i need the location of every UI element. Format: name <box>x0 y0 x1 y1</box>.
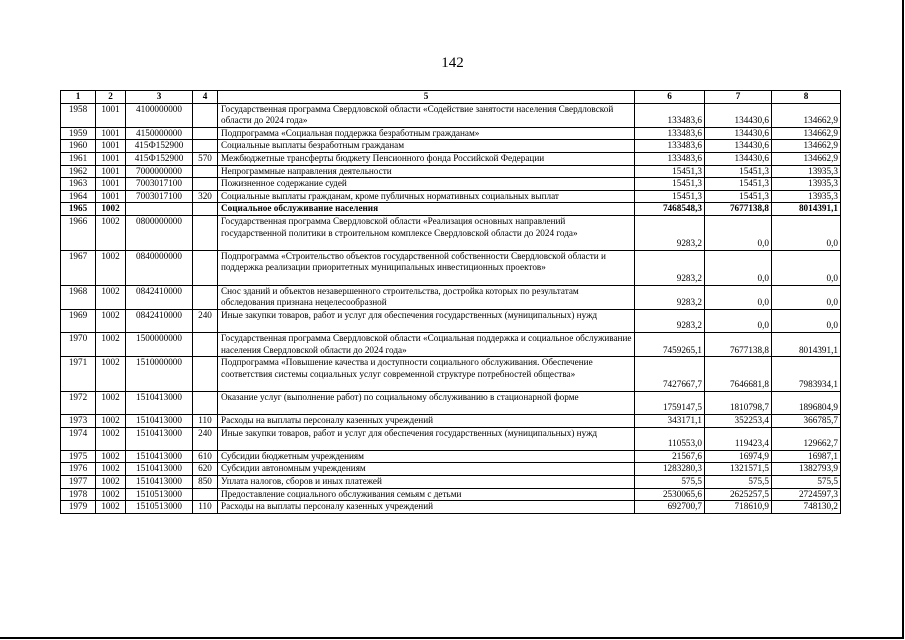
amount-year3-cell: 1896804,9 <box>772 391 841 414</box>
expense-type-cell <box>193 285 218 309</box>
amount-year2-cell: 1810798,7 <box>705 391 772 414</box>
expense-type-cell: 620 <box>193 463 218 476</box>
target-code-cell: 1510513000 <box>126 501 193 514</box>
amount-year1-cell: 575,5 <box>635 476 705 489</box>
amount-year2-cell: 0,0 <box>705 215 772 250</box>
amount-year2-cell: 16974,9 <box>705 450 772 463</box>
header-cell: 2 <box>96 91 126 104</box>
description-cell: Пожизненное содержание судей <box>218 178 635 191</box>
amount-year3-cell: 2724597,3 <box>772 488 841 501</box>
amount-year1-cell: 15451,3 <box>635 178 705 191</box>
amount-year3-cell: 8014391,1 <box>772 203 841 216</box>
amount-year3-cell: 16987,1 <box>772 450 841 463</box>
row-number-cell: 1965 <box>61 203 96 216</box>
row-number-cell: 1974 <box>61 427 96 450</box>
amount-year1-cell: 7459265,1 <box>635 332 705 356</box>
amount-year2-cell: 0,0 <box>705 285 772 309</box>
section-code-cell: 1001 <box>96 127 126 140</box>
row-number-cell: 1964 <box>61 190 96 203</box>
amount-year3-cell: 0,0 <box>772 250 841 285</box>
table-row <box>61 391 841 414</box>
target-code-cell: 1510513000 <box>126 488 193 501</box>
section-code-cell: 1002 <box>96 203 126 216</box>
section-code-cell: 1001 <box>96 140 126 153</box>
target-code-cell: 0840000000 <box>126 250 193 285</box>
target-code-cell: 1500000000 <box>126 332 193 356</box>
row-number-cell: 1978 <box>61 488 96 501</box>
amount-year3-cell: 7983934,1 <box>772 357 841 392</box>
amount-year2-cell: 134430,6 <box>705 127 772 140</box>
row-number-cell: 1976 <box>61 463 96 476</box>
amount-year1-cell: 1759147,5 <box>635 391 705 414</box>
row-number-cell: 1966 <box>61 215 96 250</box>
amount-year1-cell: 7468548,3 <box>635 203 705 216</box>
amount-year2-cell: 15451,3 <box>705 190 772 203</box>
amount-year2-cell: 119423,4 <box>705 427 772 450</box>
amount-year1-cell: 15451,3 <box>635 165 705 178</box>
expense-type-cell <box>193 203 218 216</box>
row-number-cell: 1972 <box>61 391 96 414</box>
amount-year2-cell: 7646681,8 <box>705 357 772 392</box>
amount-year2-cell: 134430,6 <box>705 103 772 127</box>
budget-table <box>60 90 841 514</box>
amount-year2-cell: 134430,6 <box>705 152 772 165</box>
expense-type-cell <box>193 140 218 153</box>
table-row <box>61 215 841 250</box>
table-row <box>61 357 841 392</box>
description-cell: Подпрограмма «Повышение качества и доступности социального обслуживания. Обеспечение соответствия системы социальных услуг современной структуре потребностей общества» <box>218 357 635 392</box>
table-row <box>61 309 841 332</box>
table-row <box>61 450 841 463</box>
table-row <box>61 165 841 178</box>
amount-year3-cell: 575,5 <box>772 476 841 489</box>
expense-type-cell: 610 <box>193 450 218 463</box>
section-code-cell: 1002 <box>96 415 126 428</box>
row-number-cell: 1970 <box>61 332 96 356</box>
amount-year2-cell: 2625257,5 <box>705 488 772 501</box>
amount-year1-cell: 133483,6 <box>635 127 705 140</box>
expense-type-cell <box>193 178 218 191</box>
section-code-cell: 1002 <box>96 450 126 463</box>
expense-type-cell: 850 <box>193 476 218 489</box>
description-cell: Снос зданий и объектов незавершенного строительства, достройка которых по результатам обследования признана нецелесообразной <box>218 285 635 309</box>
amount-year1-cell: 21567,6 <box>635 450 705 463</box>
table-row <box>61 415 841 428</box>
amount-year1-cell: 110553,0 <box>635 427 705 450</box>
row-number-cell: 1962 <box>61 165 96 178</box>
amount-year1-cell: 133483,6 <box>635 140 705 153</box>
amount-year3-cell: 0,0 <box>772 285 841 309</box>
description-cell: Государственная программа Свердловской области «Реализация основных направлений государственной политики в строительном комплексе Свердловской области до 2024 года» <box>218 215 635 250</box>
table-row <box>61 190 841 203</box>
description-cell: Субсидии бюджетным учреждениям <box>218 450 635 463</box>
amount-year3-cell: 1382793,9 <box>772 463 841 476</box>
amount-year3-cell: 134662,9 <box>772 140 841 153</box>
amount-year2-cell: 0,0 <box>705 309 772 332</box>
expense-type-cell <box>193 391 218 414</box>
target-code-cell: 415Ф152900 <box>126 140 193 153</box>
table-row <box>61 427 841 450</box>
section-code-cell: 1001 <box>96 103 126 127</box>
description-cell: Уплата налогов, сборов и иных платежей <box>218 476 635 489</box>
row-number-cell: 1973 <box>61 415 96 428</box>
header-cell: 4 <box>193 91 218 104</box>
expense-type-cell: 110 <box>193 415 218 428</box>
row-number-cell: 1960 <box>61 140 96 153</box>
section-code-cell: 1002 <box>96 215 126 250</box>
amount-year1-cell: 2530065,6 <box>635 488 705 501</box>
row-number-cell: 1971 <box>61 357 96 392</box>
table-row <box>61 203 841 216</box>
header-cell: 8 <box>772 91 841 104</box>
row-number-cell: 1959 <box>61 127 96 140</box>
amount-year3-cell: 129662,7 <box>772 427 841 450</box>
amount-year1-cell: 343171,1 <box>635 415 705 428</box>
header-cell: 7 <box>705 91 772 104</box>
table-row <box>61 103 841 127</box>
table-row <box>61 476 841 489</box>
amount-year2-cell: 7677138,8 <box>705 332 772 356</box>
amount-year1-cell: 9283,2 <box>635 309 705 332</box>
table-row <box>61 332 841 356</box>
header-cell: 1 <box>61 91 96 104</box>
row-number-cell: 1979 <box>61 501 96 514</box>
expense-type-cell: 320 <box>193 190 218 203</box>
description-cell: Государственная программа Свердловской области «Социальная поддержка и социальное обслуживание населения Свердловской области до 2024 года» <box>218 332 635 356</box>
description-cell: Непрограммные направления деятельности <box>218 165 635 178</box>
amount-year3-cell: 0,0 <box>772 309 841 332</box>
description-cell: Расходы на выплаты персоналу казенных учреждений <box>218 501 635 514</box>
amount-year2-cell: 134430,6 <box>705 140 772 153</box>
section-code-cell: 1002 <box>96 357 126 392</box>
amount-year1-cell: 7427667,7 <box>635 357 705 392</box>
row-number-cell: 1961 <box>61 152 96 165</box>
target-code-cell: 1510413000 <box>126 415 193 428</box>
section-code-cell: 1001 <box>96 165 126 178</box>
expense-type-cell <box>193 488 218 501</box>
target-code-cell: 1510000000 <box>126 357 193 392</box>
section-code-cell: 1001 <box>96 190 126 203</box>
amount-year2-cell: 352253,4 <box>705 415 772 428</box>
expense-type-cell <box>193 103 218 127</box>
amount-year1-cell: 1283280,3 <box>635 463 705 476</box>
description-cell: Социальные выплаты гражданам, кроме публичных нормативных социальных выплат <box>218 190 635 203</box>
section-code-cell: 1001 <box>96 152 126 165</box>
amount-year1-cell: 9283,2 <box>635 250 705 285</box>
amount-year3-cell: 366785,7 <box>772 415 841 428</box>
target-code-cell: 0842410000 <box>126 309 193 332</box>
description-cell: Предоставление социального обслуживания семьям с детьми <box>218 488 635 501</box>
amount-year3-cell: 13935,3 <box>772 178 841 191</box>
description-cell: Социальные выплаты безработным гражданам <box>218 140 635 153</box>
target-code-cell: 1510413000 <box>126 450 193 463</box>
section-code-cell: 1002 <box>96 427 126 450</box>
table-row <box>61 488 841 501</box>
table-row <box>61 501 841 514</box>
description-cell: Субсидии автономным учреждениям <box>218 463 635 476</box>
section-code-cell: 1002 <box>96 501 126 514</box>
header-cell: 5 <box>218 91 635 104</box>
table-body <box>61 103 841 513</box>
section-code-cell: 1002 <box>96 488 126 501</box>
target-code-cell: 415Ф152900 <box>126 152 193 165</box>
row-number-cell: 1969 <box>61 309 96 332</box>
table-row <box>61 152 841 165</box>
target-code-cell: 0800000000 <box>126 215 193 250</box>
target-code-cell: 1510413000 <box>126 476 193 489</box>
section-code-cell: 1002 <box>96 250 126 285</box>
amount-year1-cell: 9283,2 <box>635 215 705 250</box>
table-row <box>61 250 841 285</box>
amount-year1-cell: 15451,3 <box>635 190 705 203</box>
row-number-cell: 1963 <box>61 178 96 191</box>
expense-type-cell: 570 <box>193 152 218 165</box>
description-cell: Подпрограмма «Строительство объектов государственной собственности Свердловской области и поддержка реализации приоритетных муниципальных инвестиционных проектов» <box>218 250 635 285</box>
row-number-cell: 1967 <box>61 250 96 285</box>
description-cell: Иные закупки товаров, работ и услуг для обеспечения государственных (муниципальных) нужд <box>218 309 635 332</box>
expense-type-cell <box>193 165 218 178</box>
target-code-cell: 4150000000 <box>126 127 193 140</box>
target-code-cell: 7003017100 <box>126 178 193 191</box>
amount-year1-cell: 692700,7 <box>635 501 705 514</box>
amount-year3-cell: 134662,9 <box>772 127 841 140</box>
amount-year2-cell: 15451,3 <box>705 165 772 178</box>
description-cell: Подпрограмма «Социальная поддержка безработным гражданам» <box>218 127 635 140</box>
target-code-cell: 4100000000 <box>126 103 193 127</box>
expense-type-cell: 240 <box>193 309 218 332</box>
expense-type-cell <box>193 215 218 250</box>
description-cell: Социальное обслуживание населения <box>218 203 635 216</box>
target-code-cell: 7003017100 <box>126 190 193 203</box>
description-cell: Государственная программа Свердловской области «Содействие занятости населения Свердловской области до 2024 года» <box>218 103 635 127</box>
row-number-cell: 1977 <box>61 476 96 489</box>
amount-year2-cell: 15451,3 <box>705 178 772 191</box>
page-number: 142 <box>441 55 464 71</box>
section-code-cell: 1002 <box>96 391 126 414</box>
amount-year3-cell: 0,0 <box>772 215 841 250</box>
amount-year3-cell: 748130,2 <box>772 501 841 514</box>
amount-year3-cell: 13935,3 <box>772 165 841 178</box>
description-cell: Оказание услуг (выполнение работ) по социальному обслуживанию в стационарной форме <box>218 391 635 414</box>
amount-year2-cell: 1321571,5 <box>705 463 772 476</box>
table-row <box>61 178 841 191</box>
target-code-cell: 1510413000 <box>126 427 193 450</box>
section-code-cell: 1001 <box>96 178 126 191</box>
row-number-cell: 1968 <box>61 285 96 309</box>
amount-year3-cell: 134662,9 <box>772 152 841 165</box>
amount-year1-cell: 133483,6 <box>635 152 705 165</box>
section-code-cell: 1002 <box>96 309 126 332</box>
amount-year2-cell: 0,0 <box>705 250 772 285</box>
target-code-cell: 1510413000 <box>126 391 193 414</box>
expense-type-cell <box>193 332 218 356</box>
table-row <box>61 140 841 153</box>
amount-year3-cell: 8014391,1 <box>772 332 841 356</box>
row-number-cell: 1958 <box>61 103 96 127</box>
target-code-cell: 7000000000 <box>126 165 193 178</box>
table-row <box>61 127 841 140</box>
amount-year2-cell: 718610,9 <box>705 501 772 514</box>
amount-year2-cell: 575,5 <box>705 476 772 489</box>
amount-year3-cell: 134662,9 <box>772 103 841 127</box>
section-code-cell: 1002 <box>96 463 126 476</box>
expense-type-cell <box>193 127 218 140</box>
table-row <box>61 285 841 309</box>
description-cell: Расходы на выплаты персоналу казенных учреждений <box>218 415 635 428</box>
target-code-cell: 0842410000 <box>126 285 193 309</box>
table-row <box>61 463 841 476</box>
row-number-cell: 1975 <box>61 450 96 463</box>
section-code-cell: 1002 <box>96 285 126 309</box>
expense-type-cell <box>193 250 218 285</box>
section-code-cell: 1002 <box>96 476 126 489</box>
amount-year2-cell: 7677138,8 <box>705 203 772 216</box>
amount-year3-cell: 13935,3 <box>772 190 841 203</box>
amount-year1-cell: 9283,2 <box>635 285 705 309</box>
header-cell: 6 <box>635 91 705 104</box>
target-code-cell: 1510413000 <box>126 463 193 476</box>
expense-type-cell: 110 <box>193 501 218 514</box>
target-code-cell <box>126 203 193 216</box>
amount-year1-cell: 133483,6 <box>635 103 705 127</box>
header-cell: 3 <box>126 91 193 104</box>
description-cell: Межбюджетные трансферты бюджету Пенсионного фонда Российской Федерации <box>218 152 635 165</box>
section-code-cell: 1002 <box>96 332 126 356</box>
header-row <box>61 91 841 104</box>
expense-type-cell: 240 <box>193 427 218 450</box>
expense-type-cell <box>193 357 218 392</box>
description-cell: Иные закупки товаров, работ и услуг для обеспечения государственных (муниципальных) нужд <box>218 427 635 450</box>
